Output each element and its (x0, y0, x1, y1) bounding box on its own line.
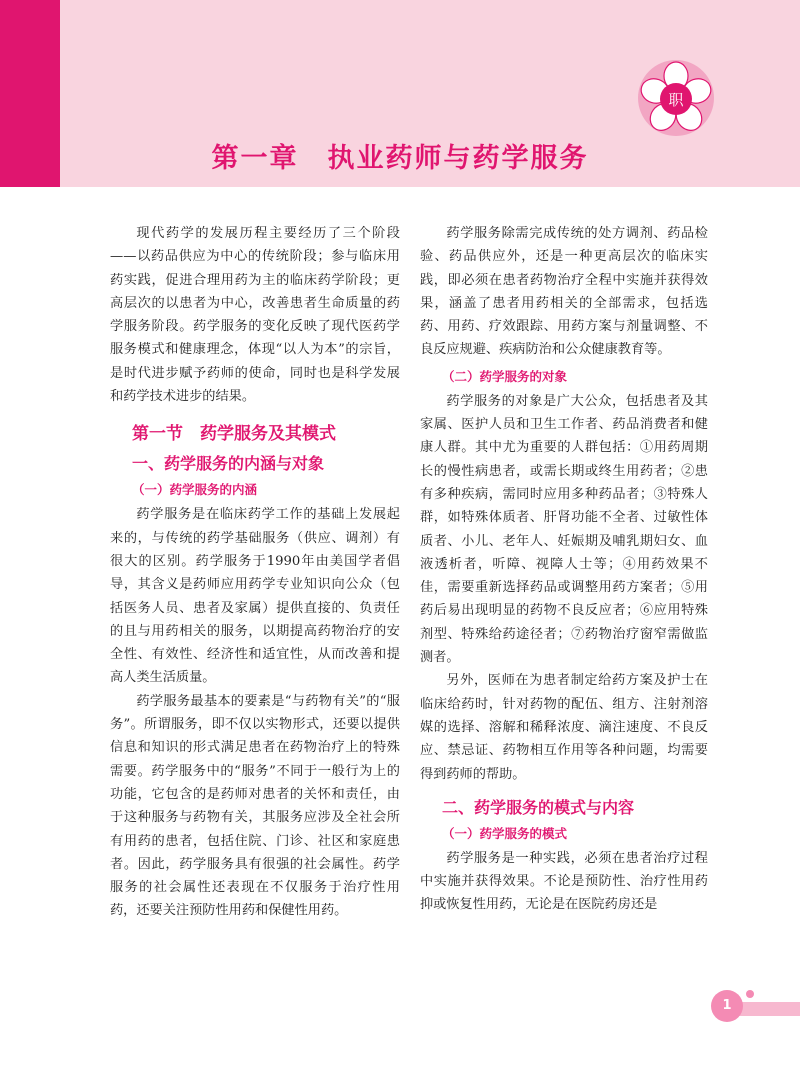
flower-logo-icon (636, 58, 716, 138)
left-column (110, 222, 400, 923)
section-title: 第一节 药学服务及其模式 (132, 424, 336, 445)
item-title: 一、药学服务的内涵与对象 (132, 454, 325, 474)
page-number: 1 (722, 998, 732, 1013)
sub-title: （一）药学服务的模式 (442, 825, 568, 841)
body-paragraph: 药学服务是一种实践，必须在患者治疗过程中实施并获得效果。不论是预防性、治疗性用药抑或恢复性用药，无论是在医院药房还是 (420, 850, 708, 913)
right-column (420, 222, 708, 917)
body-paragraph: 药学服务除需完成传统的处方调剂、药品检验、药品供应外，还是一种更高层次的临床实践，即必须在患者药物治疗全程中实施并获得效果，涵盖了患者用药相关的全部需求，包括选药、用药、疗效跟踪、用药方案与剂量调整、不良反应规避、疾病防治和公众健康教育等。 (420, 226, 708, 358)
chapter-title: 第一章 执业药师与药学服务 (211, 143, 589, 174)
sub-title: （二）药学服务的对象 (442, 368, 568, 384)
body-paragraph: 药学服务的对象是广大公众，包括患者及其家属、医护人员和卫生工作者、药品消费者和健康人群。其中尤为重要的人群包括：①用药周期长的慢性病患者，或需长期或终生用药者；②患有多种疾病，需同时应用多种药品者；③特殊人群，如特殊体质者、肝肾功能不全者、过敏性体质者、小儿、老年人、妊娠期及哺乳期妇女、血液透析者，听障、视障人士等；④用药效果不佳，需要重新选择药品或调整用药方案者；⑤用药后易出现明显的药物不良反应者；⑥应用特殊剂型、特殊给药途径者；⑦药物治疗窗窄需做监测者。 (420, 393, 708, 666)
intro-paragraph: 现代药学的发展历程主要经历了三个阶段——以药品供应为中心的传统阶段；参与临床用药实践，促进合理用药为主的临床药学阶段；更高层次的以患者为中心，改善患者生命质量的药学服务阶段。药学服务的变化反映了现代医药学服务模式和健康理念，体现“以人为本”的宗旨，是时代进步赋予药师的使命，同时也是科学发展和药学技术进步的结果。 (110, 226, 400, 405)
body-paragraph: 另外，医师在为患者制定给药方案及护士在临床给药时，针对药物的配伍、组方、注射剂溶媒的选择、溶解和稀释浓度、滴注速度、不良反应、禁忌证、药物相互作用等各种问题，均需要得到药师的帮助。 (420, 673, 708, 782)
sub-title: （一）药学服务的内涵 (132, 482, 258, 498)
body-paragraph: 药学服务最基本的要素是“与药物有关”的“服务”。所谓服务，即不仅以实物形式，还要以提供信息和知识的形式满足患者在药物治疗上的特殊需要。药学服务中的“服务”不同于一般行为上的功能，它包含的是药师对患者的关怀和责任，由于这种服务与药物有关，其服务应涉及全社会所有用药的患者，包括住院、门诊、社区和家庭患者。因此，药学服务具有很强的社会属性。药学服务的社会属性还表现在不仅服务于治疗性用药，还要关注预防性用药和保健性用药。 (110, 693, 400, 919)
item-title: 二、药学服务的模式与内容 (442, 797, 635, 817)
logo-char: 职 (668, 91, 684, 109)
body-paragraph: 药学服务是在临床药学工作的基础上发展起来的，与传统的药学基础服务（供应、调剂）有很大的区别。药学服务于1990年由美国学者倡导，其含义是药师应用药学专业知识向公众（包括医务人员、患者及家属）提供直接的、负责任的且与用药相关的服务，以期提高药物治疗的安全性、有效性、经济性和适宜性，从而改善和提高人类生活质量。 (110, 507, 400, 686)
